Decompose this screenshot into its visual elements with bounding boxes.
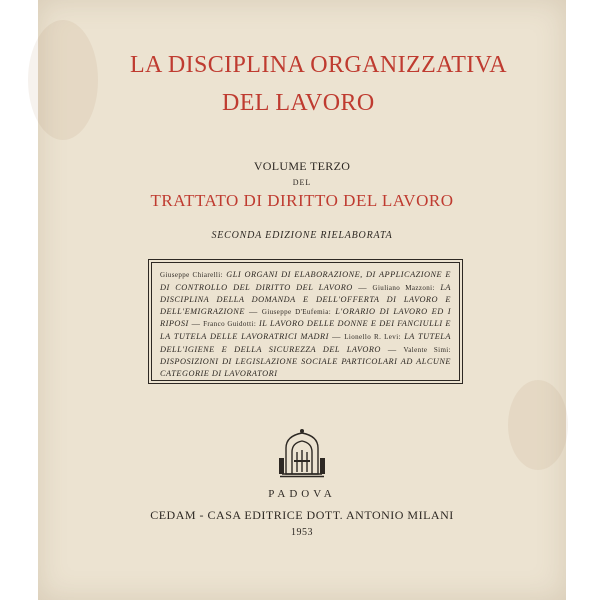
book-title-line-2: DEL LAVORO xyxy=(222,90,375,116)
chapter-title: DISPOSIZIONI DI LEGISLAZIONE SOCIALE PARTICOLARI AD ALCUNE CATEGORIE DI LAVORATORI xyxy=(160,357,451,378)
del-label: DEL xyxy=(292,178,312,187)
author-name: Giuseppe Chiarelli: xyxy=(160,271,223,279)
author-name: Lionello R. Levi: xyxy=(344,332,401,341)
chapter-title: IL LAVORO DELLE DONNE E DEI FANCIULLI E LA TUTELA DELLE LAVORATRICI MADRI xyxy=(160,319,451,341)
separator: — xyxy=(332,331,341,341)
paper-stain xyxy=(508,380,568,470)
separator: — xyxy=(191,319,201,329)
author-name: Giuseppe D'Eufemia: xyxy=(261,307,332,316)
author-name: Franco Guidotti: xyxy=(203,320,257,329)
separator: — xyxy=(248,306,258,316)
city-label: PADOVA xyxy=(268,488,336,500)
publication-year: 1953 xyxy=(291,527,313,538)
book-title-line-1: LA DISCIPLINA ORGANIZZATIVA xyxy=(130,52,508,78)
chapter-title: LA DISCIPLINA DELLA DOMANDA E DELL'OFFERTA DI LAVORO E DELL'EMIGRAZIONE xyxy=(160,282,451,316)
author-name: Giuliano Mazzoni: xyxy=(372,283,435,292)
chapter-title: L'ORARIO DI LAVORO ED I RIPOSI xyxy=(160,306,452,329)
building-emblem-icon xyxy=(276,428,328,478)
contents-text xyxy=(151,262,460,381)
separator: — xyxy=(387,344,397,354)
chapter-title: GLI ORGANI DI ELABORAZIONE, DI APPLICAZIONE E DI CONTROLLO DEL DIRITTO DEL LAVORO xyxy=(160,270,451,292)
title-page xyxy=(38,0,566,600)
publisher-label: CEDAM - CASA EDITRICE DOTT. ANTONIO MILANI xyxy=(150,508,454,522)
contents-box xyxy=(148,259,463,384)
treatise-title: TRATTATO DI DIRITTO DEL LAVORO xyxy=(150,191,454,210)
paper-stain xyxy=(28,20,98,140)
separator: — xyxy=(358,282,368,292)
author-name: Valente Simi: xyxy=(403,345,451,354)
edition-label: SECONDA EDIZIONE RIELABORATA xyxy=(211,230,393,241)
chapter-title: LA TUTELA DELL'IGIENE E DELLA SICUREZZA DEL LAVORO xyxy=(160,331,451,354)
volume-label: VOLUME TERZO xyxy=(253,159,351,173)
